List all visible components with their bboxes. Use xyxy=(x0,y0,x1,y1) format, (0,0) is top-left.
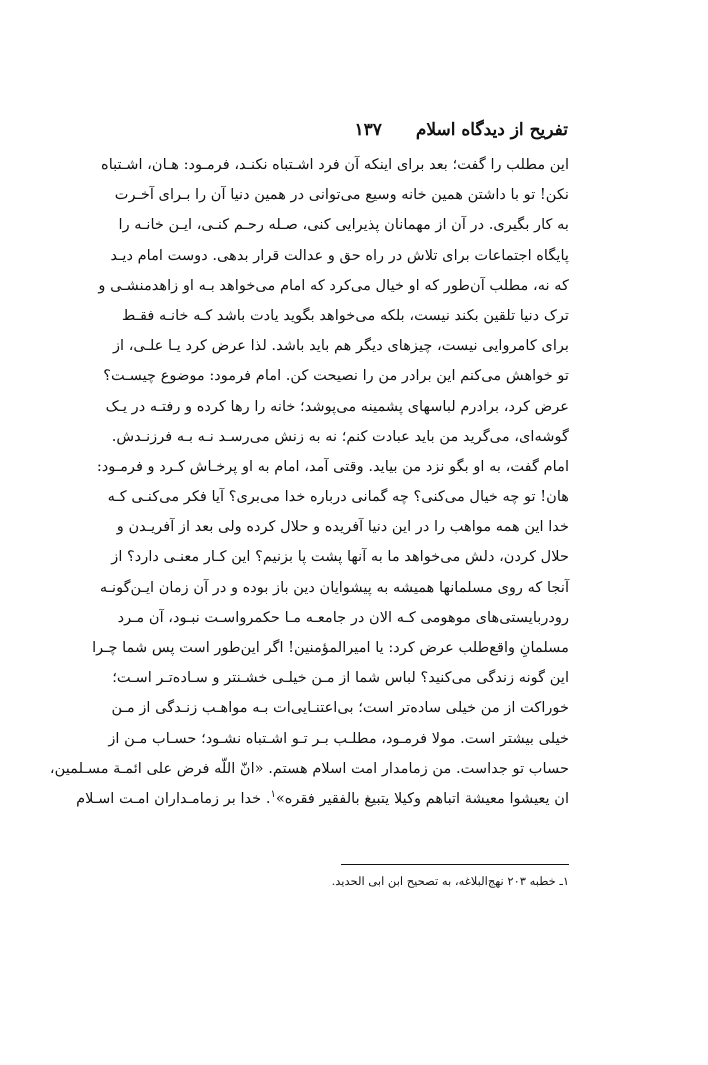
text-line: که نه، مطلب آن‌طور که او خیال می‌کرد که امام می‌خواهد بـه او زاهدمنشـی و xyxy=(98,276,569,294)
text-line: امام گفت، به او بگو نزد من بیاید. وقتی آمد، امام به او پرخـاش کـرد و فرمـود: xyxy=(96,457,569,475)
text-line: حلال کردن، دلش می‌خواهد ما به آنها پشت پا بزنیم؟ این کـار معنـی دارد؟ از xyxy=(111,548,569,566)
text-line: گوشه‌ای، می‌گرید من باید عبادت کنم؛ نه به زنش می‌رسـد نـه بـه فرزنـدش. xyxy=(111,427,569,445)
last-line-main: ان یعیشوا معیشة اتباهم وکیلا یتبیغ بالفقیر فقره» xyxy=(275,789,569,807)
text-line: تو خواهش می‌کنم این برادر من را نصیحت کن. امام فرمود: موضوع چیسـت؟ xyxy=(103,367,569,385)
text-line: خوراکت از من خیلی ساده‌تر است؛ بی‌اعتنـایی‌ات بـه مواهـب زنـدگی از مـن xyxy=(111,699,569,717)
text-line: خیلی بیشتر است. مولا فرمـود، مطلـب بـر تـو اشـتباه نشـود؛ حسـاب مـن از xyxy=(108,729,569,747)
page-title: تفریح از دیدگاه اسلام xyxy=(415,120,568,140)
text-line: آنجا که روی مسلمانها همیشه به پیشوایان دین باز بوده و در آن زمان ایـن‌گونـه xyxy=(99,578,569,596)
text-line: به کار بگیری. در آن از مهمانان پذیرایی کنی، صـله رحـم کنـی، ایـن خانـه را xyxy=(118,216,569,234)
last-line-tail: . خدا بر زمامـداران امـت اسـلام xyxy=(76,789,271,807)
text-line: پایگاه اجتماعات برای تلاش در راه حق و عدالت قرار بدهی. دوست امام دیـد xyxy=(110,246,569,264)
footnote: ۱ـ خطبه ۲۰۳ نهج‌البلاغه، به تصحیح ابن ابی الحدید. xyxy=(331,874,569,888)
body-text xyxy=(49,150,569,814)
text-line: رودربایستی‌های موهومی کـه الان در جامعـه مـا حکمرواسـت نبـود، آن مـرد xyxy=(117,608,569,626)
text-line: نکن! تو با داشتن همین خانه وسیع می‌توانی در همین دنیا آن را بـرای آخـرت xyxy=(114,186,569,204)
text-line: مسلمانِ واقع‌طلب عرض کرد: یا امیرالمؤمنین! اگر این‌طور است پس شما چـرا xyxy=(92,639,569,656)
text-line: خدا این همه مواهب را در این دنیا آفریده و حلال کرده ولی بعد از آفریـدن و xyxy=(116,518,569,536)
text-line: ترک دنیا تلقین بکند نیست، بلکه می‌خواهد بگوید یادت باشد کـه خانـه فقـط xyxy=(121,306,569,324)
text-line: حساب تو جداست. من زمامدار امت اسلام هستم. «انّ اللّه فرض علی ائمـة مسـلمین، xyxy=(49,759,569,777)
text-line: برای کامروایی نیست، چیزهای دیگر هم باید باشد. لذا عرض کرد یـا علـی، از xyxy=(112,337,569,355)
footnote-rule xyxy=(341,864,569,865)
text-line: هان! تو چه خیال می‌کنی؟ چه گمانی درباره خدا می‌بری؟ آیا فکر می‌کنـی کـه xyxy=(107,488,569,506)
footnote-marker: ۱ xyxy=(270,789,276,801)
text-line: این مطلب را گفت؛ بعد برای اینکه آن فرد اشـتباه نکنـد، فرمـود: هـان، اشـتباه xyxy=(101,156,569,173)
text-line: این گونه زندگی می‌کنید؟ لباس شما از مـن خیلـی خشـنتر و سـاده‌تـر اسـت؛ xyxy=(112,669,569,687)
text-line-last xyxy=(76,784,569,814)
page-number: ۱۳۷ xyxy=(354,120,382,140)
running-header xyxy=(128,116,568,144)
text-line: عرض کرد، برادرم لباسهای پشمینه می‌پوشد؛ خانه را رها کرده و رفتـه در یـک xyxy=(105,397,569,415)
